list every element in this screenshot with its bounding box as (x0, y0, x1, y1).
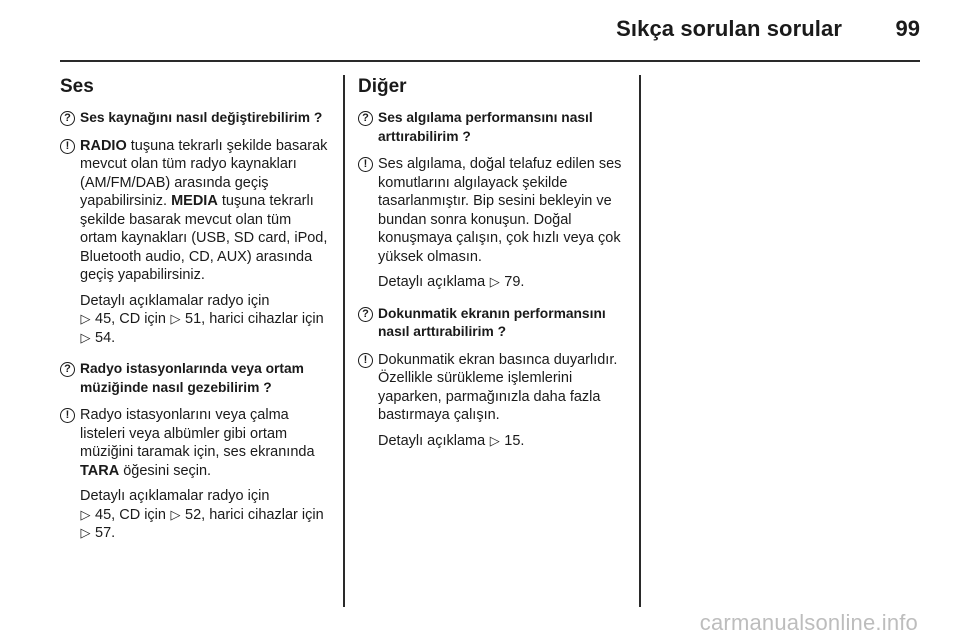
question-circle-icon: ? (358, 307, 373, 322)
answer-item (60, 137, 330, 348)
triangle-pointer-icon: ▷ (489, 274, 500, 289)
triangle-pointer-icon: ▷ (80, 525, 91, 540)
watermark: carmanualsonline.info (699, 610, 918, 635)
detail-reference: Detaylı açıklama ▷ 15. (378, 432, 525, 449)
question-circle-icon: ? (358, 111, 373, 126)
triangle-pointer-icon: ▷ (170, 506, 181, 522)
question-text: Dokunmatik ekranın performansını nasıl arttırabilirim ? (378, 305, 606, 339)
detail-reference: Detaylı açıklamalar radyo için ▷ 45, CD için ▷ 51, harici cihazlar için ▷ 54. (80, 292, 324, 346)
page-title: Sıkça sorulan sorular (616, 16, 842, 41)
question-item (358, 109, 628, 146)
question-circle-icon: ? (60, 111, 75, 126)
detail-reference: Detaylı açıklamalar radyo için ▷ 45, CD için ▷ 52, harici cihazlar için ▷ 57. (80, 488, 324, 541)
triangle-pointer-icon: ▷ (80, 311, 91, 326)
answer-text: Dokunmatik ekran basınca duyarlıdır. Özellikle sürükleme işlemlerini yaparken, parmağınızla daha fazla bastırmaya çalışın. (378, 351, 618, 423)
question-item (60, 360, 330, 397)
question-item (358, 305, 628, 342)
keyword-radio: RADIO (80, 137, 127, 154)
keyword-tara: TARA (80, 462, 120, 479)
exclamation-circle-icon: ! (60, 139, 75, 154)
section-heading-diger: Diğer (358, 76, 407, 97)
exclamation-circle-icon: ! (60, 408, 75, 423)
answer-text: RADIO tuşuna tekrarlı şekilde basarak mevcut olan tüm radyo kaynakları (AM/FM/DAB) arasında geçiş yapabilirsiniz. MEDIA tuşuna tekrarlı şekilde basarak mevcut olan tüm ortam kaynakları (USB, SD card, iPod, Bluetooth audio, CD, AUX) arasında geçiş yapabilirsiniz. (80, 137, 328, 283)
answer-item (358, 351, 628, 451)
question-text: Radyo istasyonlarında veya ortam müziğinde nasıl gezebilirim ? (80, 361, 304, 395)
triangle-pointer-icon: ▷ (489, 432, 500, 448)
keyword-media: MEDIA (171, 193, 218, 209)
answer-item (358, 155, 628, 292)
question-text: Ses kaynağını nasıl değiştirebilirim ? (80, 110, 323, 125)
question-text: Ses algılama performansını nasıl arttırabilirim ? (378, 110, 593, 144)
section-heading-ses: Ses (60, 76, 94, 97)
detail-reference: Detaylı açıklama ▷ 79. (378, 274, 525, 290)
triangle-pointer-icon: ▷ (170, 311, 181, 326)
question-circle-icon: ? (60, 362, 75, 377)
question-item (60, 109, 330, 128)
answer-text: Radyo istasyonlarını veya çalma listeleri veya albümler gibi ortam müziğini taramak için, ses ekranında TARA öğesini seçin. (80, 407, 315, 479)
column-divider (343, 75, 345, 607)
triangle-pointer-icon: ▷ (80, 329, 91, 345)
column-divider (639, 75, 641, 607)
exclamation-circle-icon: ! (358, 353, 373, 368)
page-number: 99 (895, 16, 920, 41)
exclamation-circle-icon: ! (358, 157, 373, 172)
answer-text: Ses algılama, doğal telafuz edilen ses komutlarını algılayack şekilde tasarlanmıştır. Bip sesini bekleyin ve bundan sonra konuşun. Doğal konuşmaya çalışın, çok hızlı veya çok yüksek olmasın. (378, 156, 622, 265)
right-column (358, 76, 628, 450)
triangle-pointer-icon: ▷ (80, 506, 91, 522)
answer-item (60, 406, 330, 543)
header-divider (60, 60, 920, 62)
left-column (60, 76, 330, 543)
